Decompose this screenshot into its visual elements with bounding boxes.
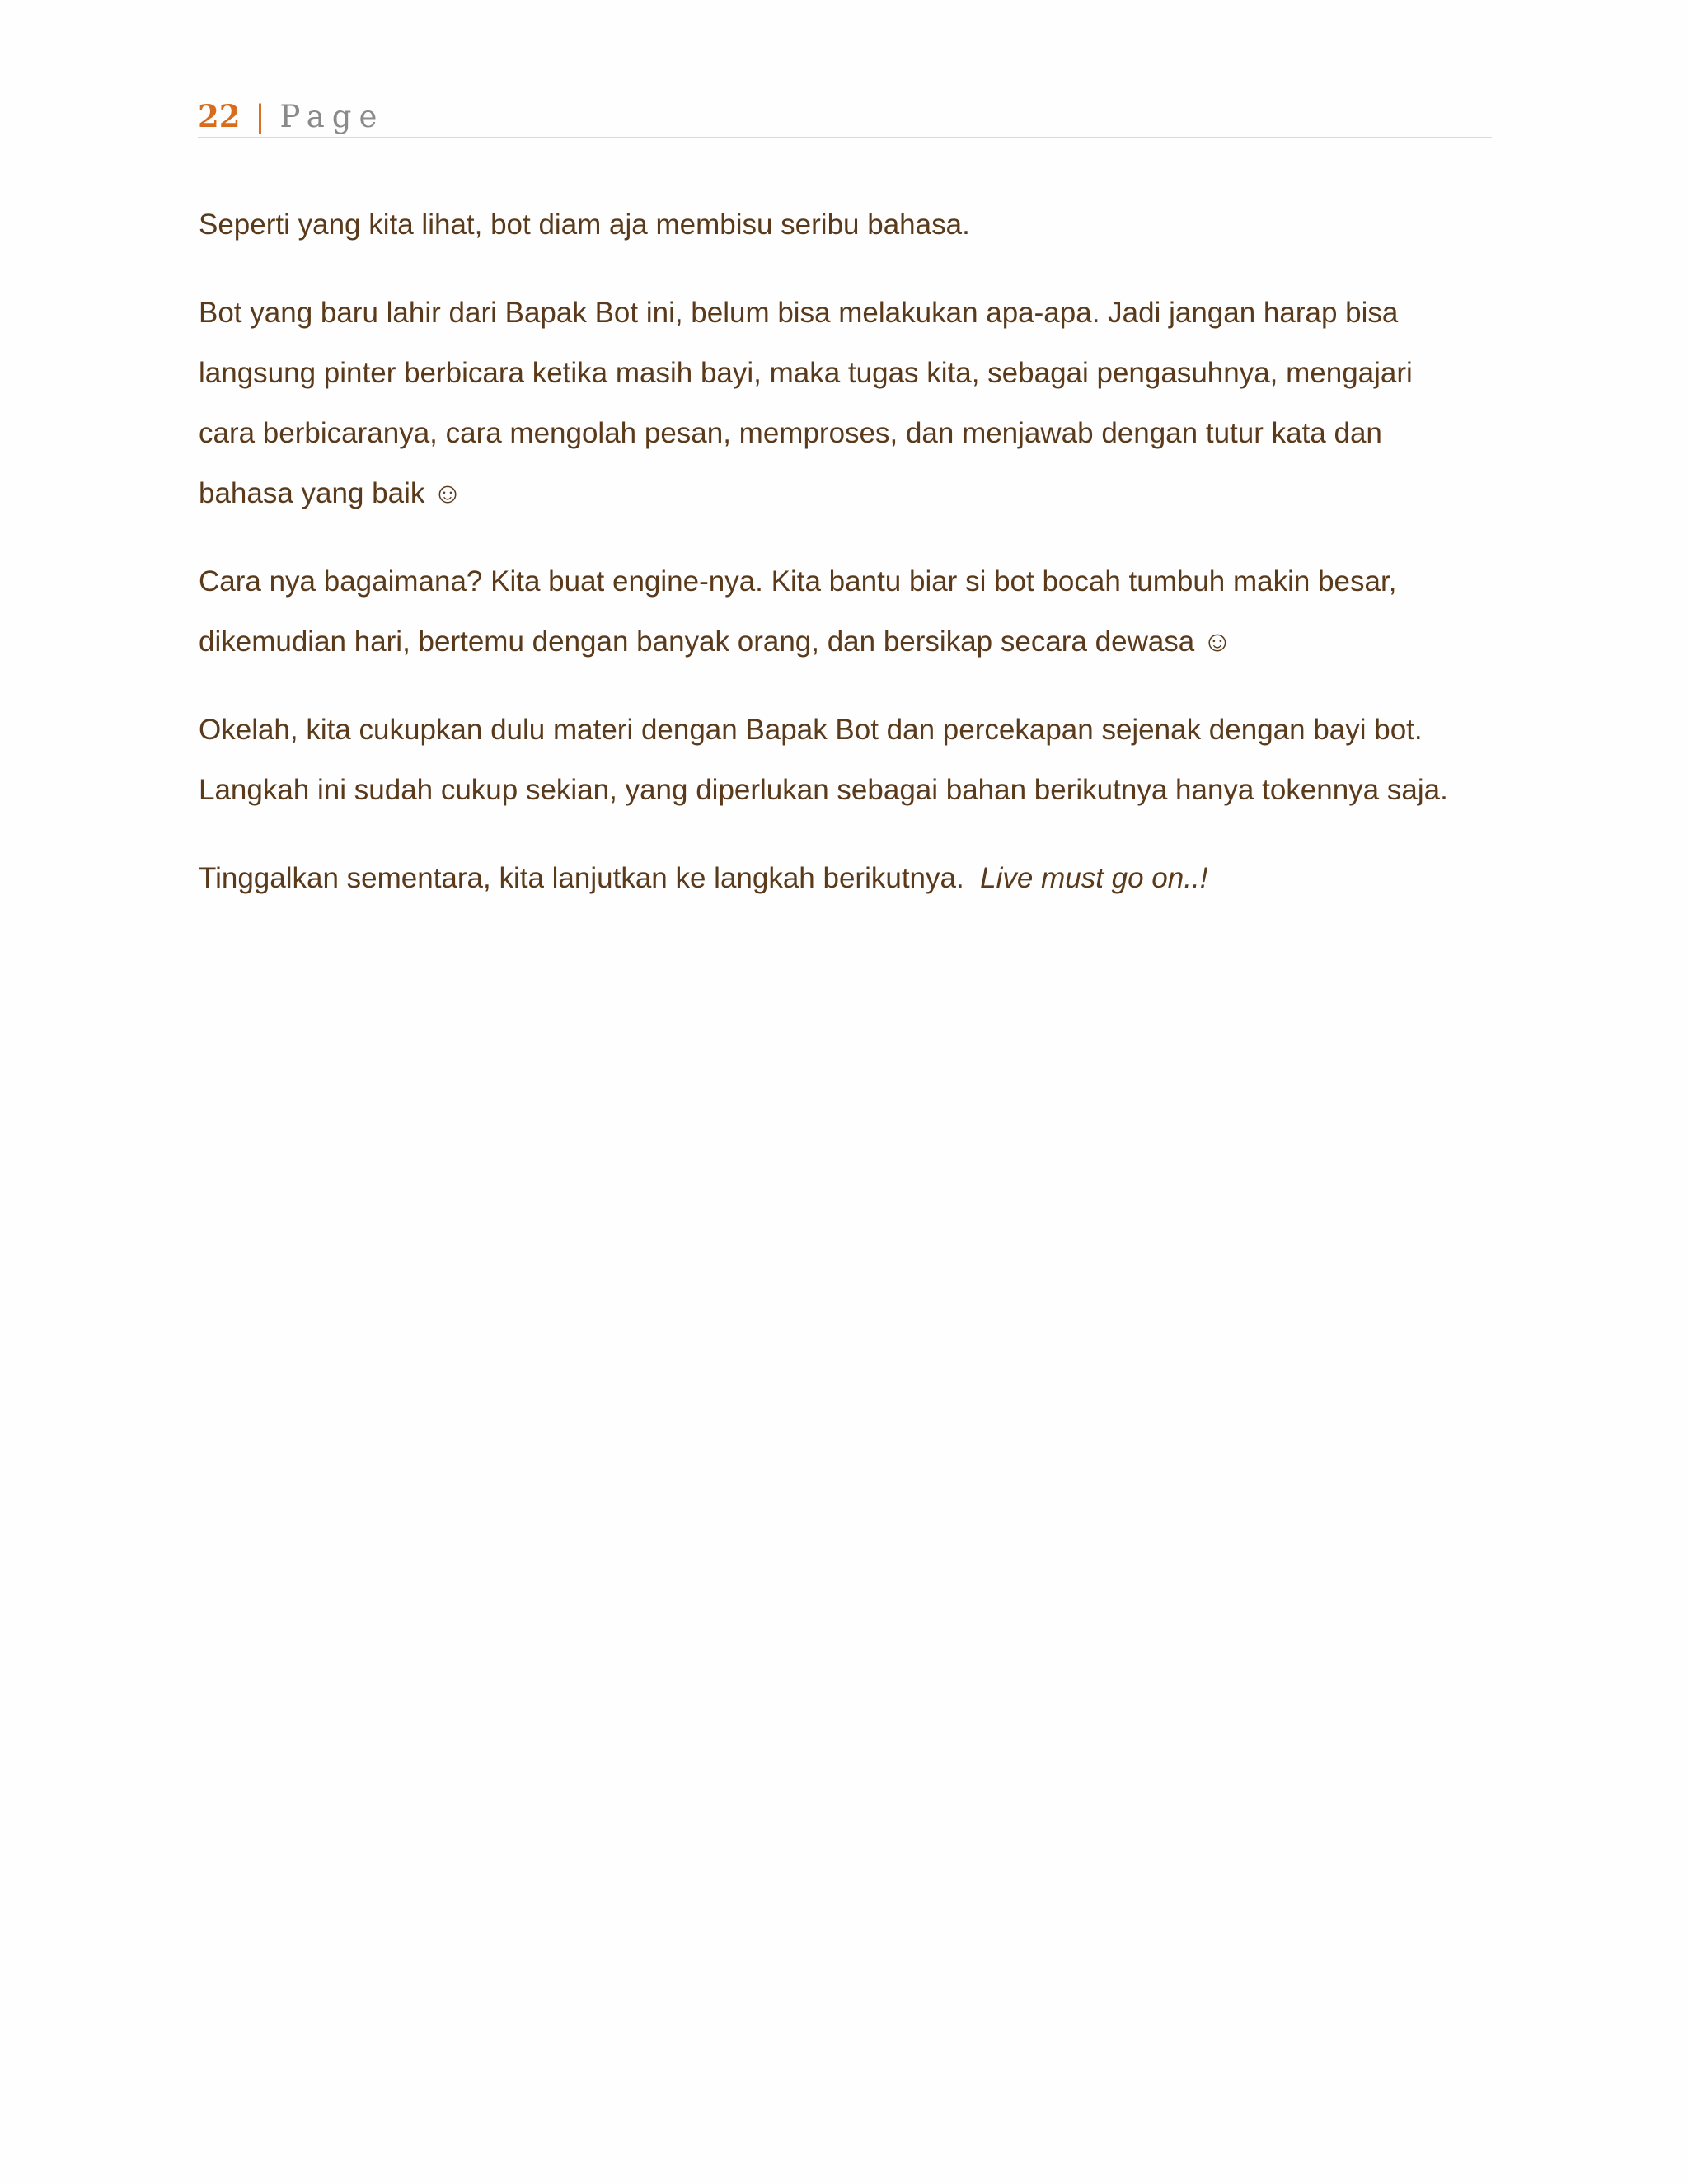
paragraph-text: Tinggalkan sementara, kita lanjutkan ke langkah berikutnya. [199,862,964,894]
paragraph-line: Seperti yang kita lihat, bot diam aja membisu seribu bahasa. [199,209,970,241]
paragraph-1 [199,194,1517,255]
paragraph-line: Okelah, kita cukupkan dulu materi dengan Bapak Bot dan percekapan sejenak dengan bayi bot. [199,714,1423,746]
paragraph-line: bahasa yang baik ☺ [199,477,462,509]
paragraph-line: Bot yang baru lahir dari Bapak Bot ini, belum bisa melakukan apa-apa. Jadi jangan harap bisa [199,297,1399,329]
paragraph-line: Langkah ini sudah cukup sekian, yang diperlukan sebagai bahan berikutnya hanya tokennya saja. [199,774,1448,806]
document-body [199,194,1517,936]
page-number: 22 [198,98,241,134]
page-separator: | [255,99,265,134]
page-label: Page [279,99,385,134]
paragraph-4 [199,700,1517,820]
paragraph-line: langsung pinter berbicara ketika masih bayi, maka tugas kita, sebagai pengasuhnya, mengajari [199,357,1413,389]
closing-italic-text: Live must go on..! [980,862,1208,894]
paragraph-line: cara berbicaranya, cara mengolah pesan, memproses, dan menjawab dengan tutur kata dan [199,417,1382,449]
paragraph-5 [199,848,1517,908]
paragraph-line: dikemudian hari, bertemu dengan banyak orang, dan bersikap secara dewasa ☺ [199,626,1232,658]
paragraph-3 [199,551,1517,672]
paragraph-line: Cara nya bagaimana? Kita buat engine-nya. Kita bantu biar si bot bocah tumbuh makin besar, [199,565,1397,598]
paragraph-2 [199,283,1517,523]
page-header [198,96,1492,138]
